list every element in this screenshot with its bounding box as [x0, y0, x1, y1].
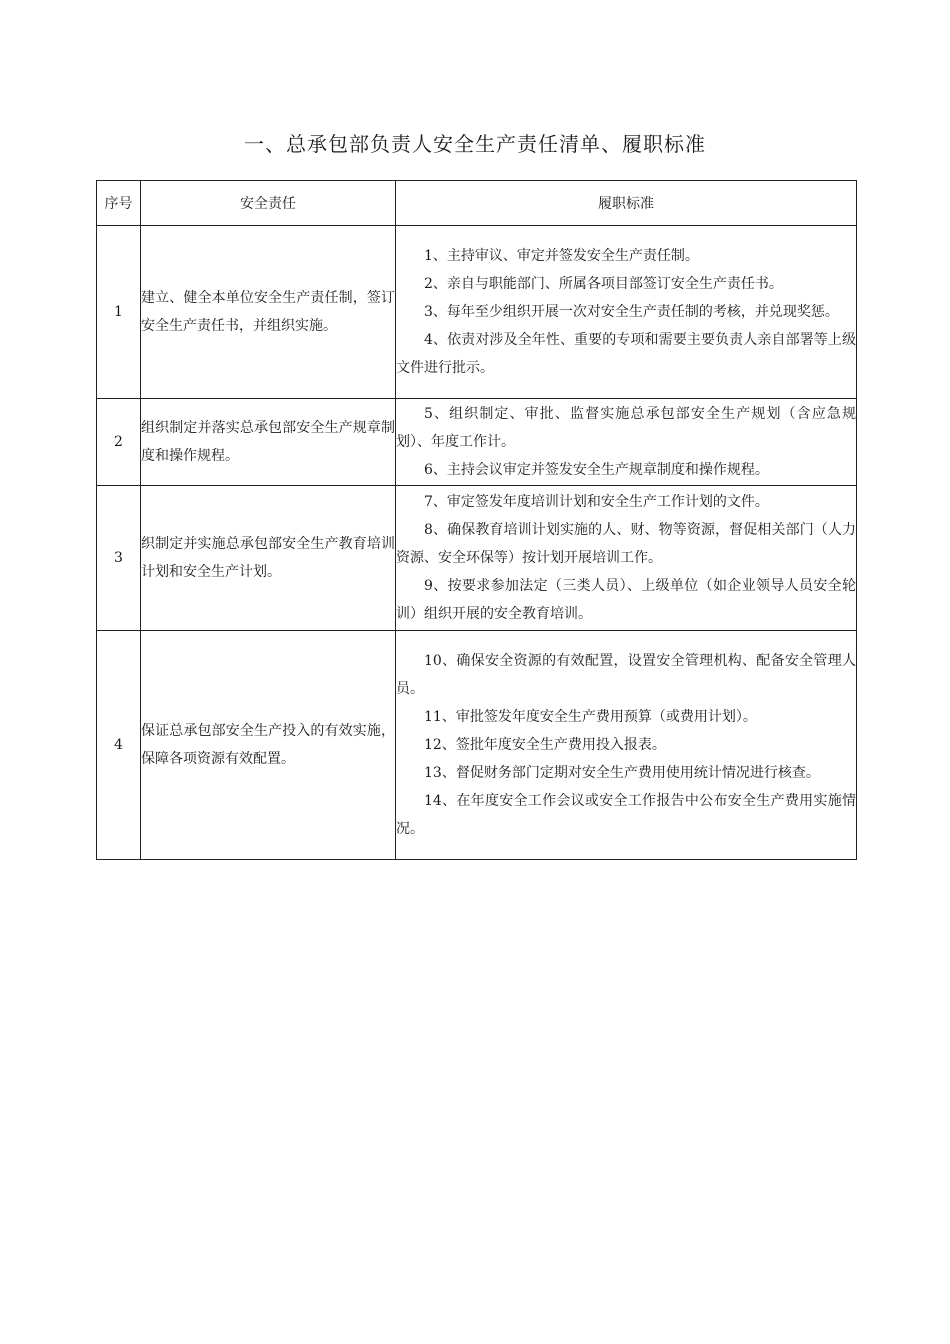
table-row	[97, 399, 857, 486]
row-number: 4	[97, 631, 141, 860]
standard-item: 3、每年至少组织开展一次对安全生产责任制的考核，并兑现奖惩。	[424, 304, 839, 320]
standard-item: 4、依责对涉及全年性、重要的专项和需要主要负责人亲自部署等上级文件进行批示。	[396, 332, 856, 376]
standard-cell	[396, 399, 857, 486]
table-row	[97, 631, 857, 860]
table-row	[97, 486, 857, 631]
standard-cell	[396, 631, 857, 860]
responsibility-cell: 织制定并实施总承包部安全生产教育培训计划和安全生产计划。	[141, 486, 396, 631]
standard-item: 2、亲自与职能部门、所属各项目部签订安全生产责任书。	[424, 276, 783, 292]
row-number: 2	[97, 399, 141, 486]
responsibility-cell: 组织制定并落实总承包部安全生产规章制度和操作规程。	[141, 399, 396, 486]
standard-item: 5、组织制定、审批、监督实施总承包部安全生产规划（含应急规划）、年度工作计。	[396, 406, 856, 450]
standard-item: 9、按要求参加法定（三类人员）、上级单位（如企业领导人员安全轮训）组织开展的安全教育培训。	[396, 578, 856, 622]
column-header-standard: 履职标准	[396, 181, 857, 226]
page-title: 一、总承包部负责人安全生产责任清单、履职标准	[244, 132, 706, 156]
table-header-row	[97, 181, 857, 226]
standard-item: 12、签批年度安全生产费用投入报表。	[424, 737, 666, 753]
standard-item: 10、确保安全资源的有效配置，设置安全管理机构、配备安全管理人员。	[396, 653, 856, 697]
row-number: 3	[97, 486, 141, 631]
standard-item: 6、主持会议审定并签发安全生产规章制度和操作规程。	[424, 462, 769, 478]
responsibility-cell: 建立、健全本单位安全生产责任制，签订安全生产责任书，并组织实施。	[141, 226, 396, 399]
standard-cell	[396, 226, 857, 399]
responsibility-cell: 保证总承包部安全生产投入的有效实施，保障各项资源有效配置。	[141, 631, 396, 860]
table-row	[97, 226, 857, 399]
column-header-no: 序号	[97, 181, 141, 226]
standard-cell	[396, 486, 857, 631]
standard-item: 7、审定签发年度培训计划和安全生产工作计划的文件。	[424, 494, 769, 510]
standard-item: 14、在年度安全工作会议或安全工作报告中公布安全生产费用实施情况。	[396, 793, 856, 837]
row-number: 1	[97, 226, 141, 399]
standard-item: 1、主持审议、审定并签发安全生产责任制。	[424, 248, 699, 264]
standard-item: 8、确保教育培训计划实施的人、财、物等资源，督促相关部门（人力资源、安全环保等）按计划开展培训工作。	[396, 522, 856, 566]
standard-item: 13、督促财务部门定期对安全生产费用使用统计情况进行核查。	[424, 765, 820, 781]
responsibility-table	[96, 180, 857, 860]
column-header-responsibility: 安全责任	[141, 181, 396, 226]
standard-item: 11、审批签发年度安全生产费用预算（或费用计划）。	[424, 709, 757, 725]
